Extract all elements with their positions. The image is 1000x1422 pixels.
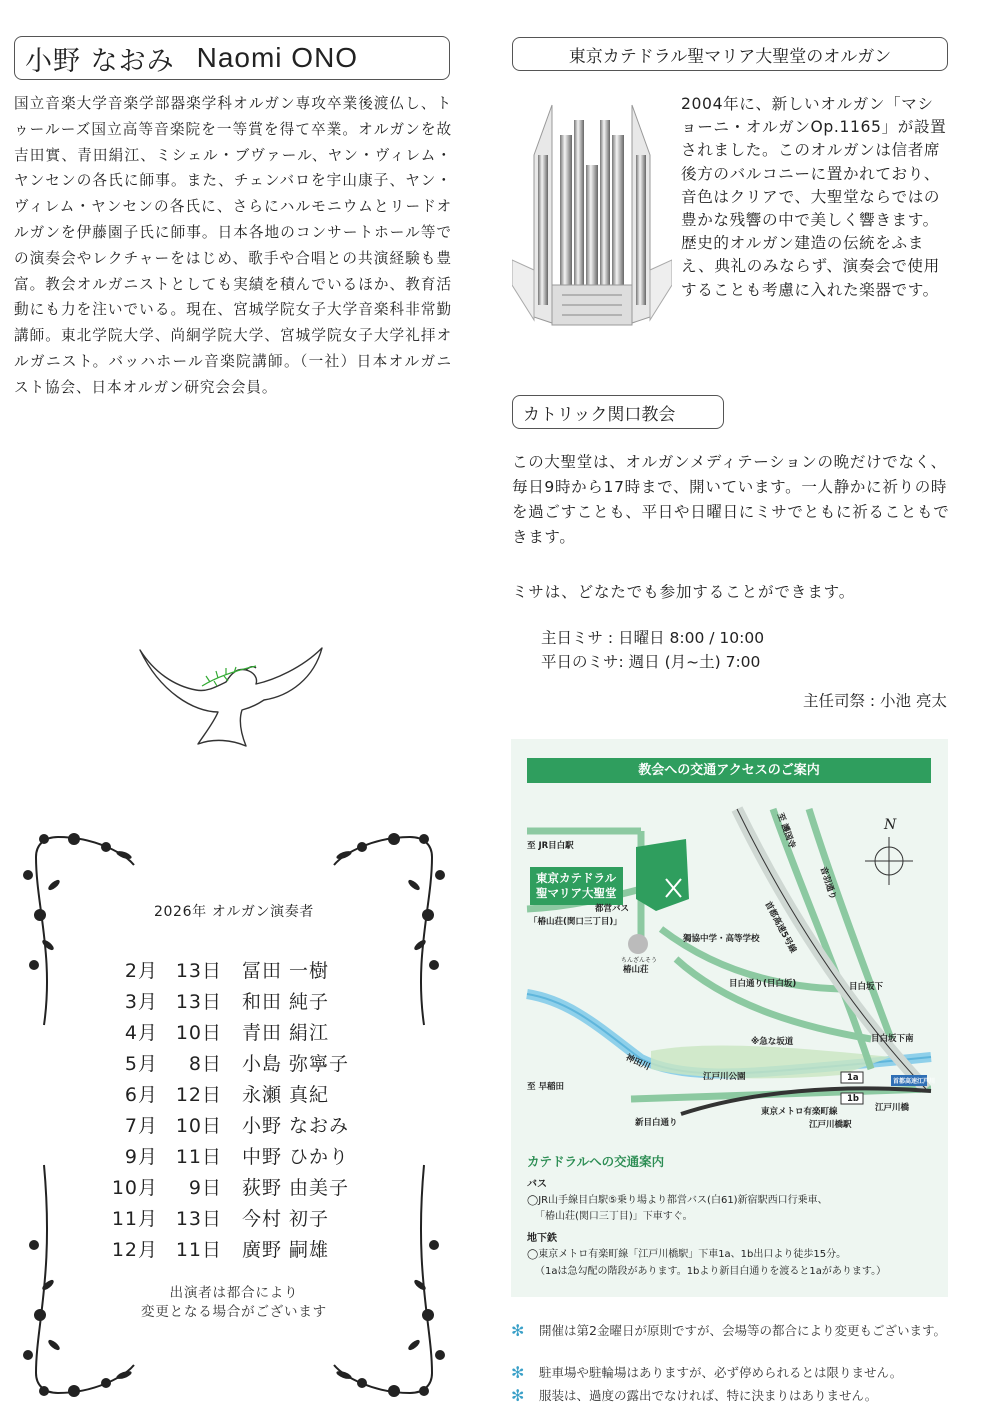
access-subway-line2: （1aは急勾配の階段があります。1bより新目白通りを渡ると1aがあります。）: [535, 1266, 887, 1277]
performer-row: [14, 956, 454, 986]
performer-row: [14, 1018, 454, 1048]
map-label-kandagawa: 神田川: [623, 1052, 652, 1073]
performer-bio: 国立音楽大学音楽学部器楽学科オルガン専攻卒業後渡仏し、トゥールーズ国立高等音楽院を一等賞を得て卒業。オルガンを故吉田實、青田絹江、ミシェル・ブヴァール、ヤン・ヴィレム・ヤンセンの各氏に師事。また、チェンバロを宇山康子、ヤン・ヴィレム・ヤンセンの各氏に、さらにハルモニウムとリードオルガンを伊藤園子氏に師事。日本各地のコンサートホール等での演奏会やレクチャーをはじめ、歌手や合唱との共演経験も豊富。教会オルガニストとしても実績を積んでいるほか、教育活動にも力を注いでいる。現在、宮城学院女子大学音楽科非常勤講師。東北学院大学、尚絅学院大学、宮城学院女子大学礼拝オルガニスト。バッハホール音楽院講師。（一社）日本オルガニスト協会、日本オルガン研究会会員。: [14, 95, 452, 396]
schedule-note-line1: 出演者は都合により: [169, 1285, 299, 1301]
note-text: 駐車場や駐輪場はありますが、必ず停められるとは限りません。: [539, 1365, 903, 1380]
snowflake-icon: ✻: [511, 1386, 525, 1405]
dove-icon: [134, 642, 326, 750]
performer-name: 荻野 由美子: [242, 1177, 350, 1199]
note-item: [511, 1364, 951, 1382]
performer-month: 12月: [111, 1239, 158, 1261]
performer-row: [14, 987, 454, 1017]
note-item: [511, 1322, 951, 1340]
map-exit-1a: 1a: [847, 1073, 859, 1083]
sunday-mass-time: 主日ミサ : 日曜日 8:00 / 10:00: [541, 629, 765, 647]
performer-row: [14, 1111, 454, 1141]
organ-image: [512, 95, 672, 335]
cathedral-map-label: [530, 867, 623, 905]
performer-name: 小島 弥寧子: [242, 1053, 350, 1075]
performer-month: 7月: [124, 1115, 158, 1137]
performer-month: 10月: [111, 1177, 158, 1199]
map-label-shuto: 首都高速5号線: [762, 899, 798, 955]
schedule-note-line2: 変更となる場合がございます: [141, 1304, 327, 1320]
access-bus-line2: 「椿山荘(関口三丁目)」下車すぐ。: [535, 1211, 693, 1222]
map-label-tsubaki-stop: 「椿山荘(関口三丁目)」: [529, 917, 622, 927]
organ-heading-text: 東京カテドラル聖マリア大聖堂のオルガン: [568, 46, 892, 67]
map-label-toei-bus: 都営バス: [595, 904, 630, 914]
performer-month: 6月: [124, 1084, 158, 1106]
access-bus-line1: ◯JR山手線目白駅⑤乗り場より都営バス(白61)新宿駅西口行乗車、: [527, 1195, 828, 1206]
map-exit-1b: 1b: [847, 1094, 859, 1104]
performer-day: 13日: [175, 960, 222, 982]
performer-day: 13日: [175, 991, 222, 1013]
map-label-chinzanso-kana: ちんざんそう: [621, 957, 658, 964]
organ-description: 2004年に、新しいオルガン「マショーニ・オルガンOp.1165」が設置されました。このオルガンは信者席後方のバルコニーに置かれており、音色はクリアで、大聖堂ならではの豊かな残響の中で美しく響きます。歴史的オルガン建造の伝統をふまえ、典礼のみならず、演奏会で使用することも考慮に入れた楽器です。: [681, 95, 947, 299]
map-label-metro-line2: 江戸川橋駅: [809, 1120, 852, 1130]
map-label-chinzanso: 椿山荘: [623, 965, 649, 975]
access-title: カテドラルへの交通案内: [527, 1154, 665, 1169]
performer-month: 3月: [124, 991, 158, 1013]
map-header: 教会への交通アクセスのご案内: [527, 758, 931, 783]
performer-day: 11日: [175, 1146, 222, 1168]
church-description: この大聖堂は、オルガンメディテーションの晩だけでなく、毎日9時から17時まで、開いています。一人静かに祈りの時を過ごすことも、平日や日曜日にミサでともに祈ることもできます。: [512, 453, 950, 546]
performer-day: 13日: [175, 1208, 222, 1230]
note-text: 服装は、過度の露出でなければ、特に決まりはありません。: [539, 1388, 878, 1403]
map-label-mejiro-dori: 目白通り(目白坂): [729, 979, 797, 989]
performer-row: [14, 1173, 454, 1203]
map-label-shuto-edogawa: 首都高速江戸川: [893, 1078, 936, 1085]
performer-name: 和田 純子: [242, 991, 330, 1013]
performer-row: [14, 1235, 454, 1265]
performer-row: [14, 1049, 454, 1079]
performer-schedule: [14, 825, 454, 1405]
map-label-shin-mejiro: 新目白通り: [635, 1118, 678, 1128]
performer-day: 8日: [188, 1053, 222, 1075]
compass-north-icon: N: [884, 817, 897, 833]
access-map: [511, 739, 948, 1297]
church-heading: [512, 395, 724, 429]
performer-month: 5月: [124, 1053, 158, 1075]
cathedral-label-line2: 聖マリア大聖堂: [536, 886, 617, 900]
map-label-edogawa-park: 江戸川公園: [703, 1072, 746, 1082]
organ-heading: [512, 37, 948, 71]
weekday-mass-time: 平日のミサ: 週日 (月~土) 7:00: [541, 653, 761, 671]
performer-name: 小野 なおみ: [242, 1115, 350, 1137]
church-heading-text: カトリック関口教会: [523, 404, 676, 425]
map-label-dokkyo: 獨協中学・高等学校: [683, 934, 760, 944]
performer-name: 永瀬 真紀: [242, 1084, 330, 1106]
celebrant: 主任司祭 : 小池 亮太: [802, 692, 947, 710]
performer-name-box: [14, 36, 450, 80]
map-label-gokokuji: 至 護国寺: [774, 811, 797, 850]
schedule-title: 2026年 オルガン演奏者: [154, 904, 314, 920]
performer-row: [14, 1142, 454, 1172]
map-label-waseda: 至 早稲田: [527, 1082, 564, 1092]
performer-name-jp: 小野 なおみ: [25, 45, 175, 77]
performer-name: 廣野 嗣雄: [242, 1239, 330, 1261]
map-label-metro-line1: 東京メトロ有楽町線: [761, 1107, 838, 1117]
access-bus-heading: バス: [527, 1179, 547, 1190]
performer-day: 11日: [175, 1239, 222, 1261]
snowflake-icon: ✻: [511, 1321, 525, 1340]
mass-note: ミサは、どなたでも参加することができます。: [512, 583, 856, 601]
schedule-note: [14, 1284, 454, 1322]
map-label-edogawabashi: 江戸川橋: [875, 1103, 910, 1113]
performer-month: 2月: [124, 960, 158, 982]
map-label-mejirozaka: 目白坂下: [849, 982, 884, 992]
note-item: [511, 1387, 951, 1405]
access-subway-line1: ◯東京メトロ有楽町線「江戸川橋駅」下車1a、1b出口より徒歩15分。: [527, 1249, 847, 1260]
performer-name-en: Naomi ONO: [196, 42, 359, 73]
performer-day: 9日: [188, 1177, 222, 1199]
performer-day: 10日: [175, 1115, 222, 1137]
performer-day: 12日: [175, 1084, 222, 1106]
snowflake-icon: ✻: [511, 1363, 525, 1382]
performer-name: 冨田 一樹: [242, 960, 330, 982]
cathedral-label-line1: 東京カテドラル: [536, 871, 617, 885]
performer-name: 今村 初子: [242, 1208, 330, 1230]
performer-day: 10日: [175, 1022, 222, 1044]
performer-month: 4月: [124, 1022, 158, 1044]
performer-month: 11月: [111, 1208, 158, 1230]
performer-name: 中野 ひかり: [242, 1146, 350, 1168]
note-text: 開催は第2金曜日が原則ですが、会場等の都合により変更もございます。: [539, 1323, 946, 1338]
map-label-mejirozaka-minami: 目白坂下南: [871, 1034, 914, 1044]
performer-month: 9月: [124, 1146, 158, 1168]
access-subway-heading: 地下鉄: [527, 1233, 557, 1244]
map-label-otowa: 音羽通り: [817, 865, 838, 902]
performer-row: [14, 1080, 454, 1110]
map-label-jr-mejiro: 至 JR目白駅: [527, 841, 574, 851]
performer-row: [14, 1204, 454, 1234]
performer-name: 青田 絹江: [242, 1022, 330, 1044]
map-label-kyu-sakamichi: ※急な坂道: [751, 1037, 794, 1047]
